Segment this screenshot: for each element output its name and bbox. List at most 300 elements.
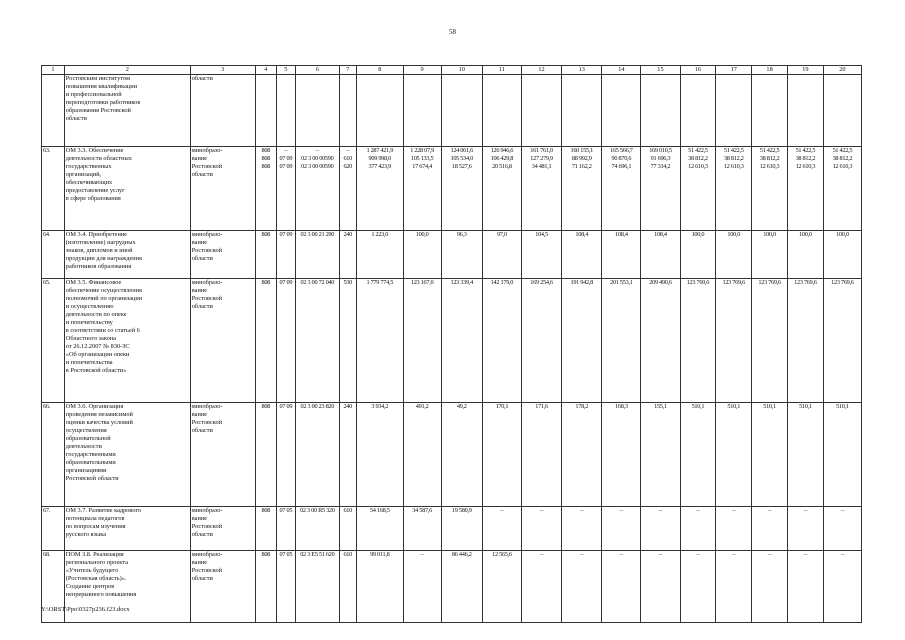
value-line: –	[732, 551, 736, 558]
value-line: 51 422,5	[832, 147, 853, 154]
budget-table	[41, 65, 862, 623]
value-line: 51 422,5	[759, 147, 780, 154]
value-line: 808	[261, 403, 271, 410]
value-line: 170,1	[495, 403, 509, 410]
value-cell	[521, 507, 561, 551]
value-line: 54 168,5	[369, 507, 390, 514]
value-cell	[255, 231, 276, 279]
value-line: 02 3 00 00590	[301, 155, 334, 162]
value-cell	[716, 551, 752, 623]
value-cell	[641, 231, 680, 279]
value-cell	[521, 551, 561, 623]
value-cell	[441, 231, 482, 279]
value-cell	[602, 231, 641, 279]
table-row	[42, 551, 862, 623]
value-line: 142 179,0	[490, 279, 514, 286]
value-cell	[562, 147, 602, 231]
value-line: 07 09	[279, 279, 293, 286]
value-line: –	[659, 507, 662, 514]
value-line: 3 934,2	[371, 403, 389, 410]
value-line: 105 133,5	[410, 155, 434, 162]
value-cell	[403, 147, 441, 231]
value-cell	[787, 75, 823, 147]
value-line: –	[420, 551, 424, 558]
value-cell	[752, 279, 788, 403]
value-cell	[562, 551, 602, 623]
value-cell	[276, 147, 296, 231]
column-number-cell: 19	[787, 66, 823, 75]
measure-name: ОМ 3.6. Организация проведения независимой оценки качества условий осуществления образовательной деятельности государственными образовательными организациями Ростовской области	[64, 403, 190, 507]
value-cell	[823, 231, 861, 279]
value-line: 123 769,6	[794, 279, 817, 286]
value-line: 104,5	[535, 231, 548, 238]
value-cell	[403, 75, 441, 147]
value-cell	[441, 147, 482, 231]
value-cell	[521, 279, 561, 403]
value-cell	[296, 75, 339, 147]
value-cell	[403, 551, 441, 623]
value-cell	[403, 231, 441, 279]
value-line: 07 09	[279, 155, 293, 162]
value-cell	[521, 231, 561, 279]
value-line: 17 674,4	[412, 163, 432, 170]
value-line: 123 769,6	[722, 279, 745, 286]
value-cell	[716, 403, 752, 507]
value-line: –	[580, 507, 584, 514]
value-cell	[521, 75, 561, 147]
value-line: 18 527,6	[451, 163, 472, 170]
value-cell	[255, 279, 276, 403]
value-cell	[339, 279, 356, 403]
value-cell	[482, 75, 521, 147]
column-number-cell: 14	[602, 66, 641, 75]
value-cell	[276, 403, 296, 507]
value-line	[257, 75, 275, 83]
value-cell	[641, 551, 680, 623]
value-line: 12 610,3	[688, 163, 708, 170]
value-cell	[787, 231, 823, 279]
value-cell	[787, 551, 823, 623]
value-cell	[276, 551, 296, 623]
value-line: 07 05	[279, 551, 293, 558]
value-line: 127 279,9	[530, 155, 553, 162]
column-number-row	[42, 66, 862, 75]
column-number-cell: 10	[441, 66, 482, 75]
table-row	[42, 279, 862, 403]
value-line	[825, 75, 860, 83]
value-line: 168,3	[615, 403, 628, 410]
value-line: 100,0	[799, 231, 812, 238]
value-line: 123 769,6	[686, 279, 710, 286]
value-cell	[521, 403, 561, 507]
value-cell	[752, 551, 788, 623]
value-line: –	[696, 551, 700, 558]
executor: области	[190, 75, 255, 147]
value-cell	[602, 75, 641, 147]
value-line: 161 761,0	[530, 147, 553, 154]
table-row	[42, 231, 862, 279]
value-line: 07 09	[279, 231, 293, 238]
value-cell	[823, 147, 861, 231]
value-line: 155,1	[654, 403, 667, 410]
value-cell	[752, 507, 788, 551]
column-number-cell: 2	[64, 66, 190, 75]
value-cell	[787, 507, 823, 551]
value-line: 51 422,5	[688, 147, 708, 154]
value-cell	[482, 231, 521, 279]
value-cell	[823, 75, 861, 147]
value-line: –	[803, 507, 807, 514]
value-cell	[787, 403, 823, 507]
value-line: 108,4	[615, 231, 628, 238]
value-cell	[641, 507, 680, 551]
value-cell	[356, 507, 403, 551]
value-line: 77 314,2	[650, 163, 671, 170]
value-cell	[562, 279, 602, 403]
value-cell	[403, 279, 441, 403]
executor: минобразо- вание Ростовской области	[190, 231, 255, 279]
executor: минобразо- вание Ростовской области	[190, 507, 255, 551]
value-cell	[296, 551, 339, 623]
value-line: 169 010,5	[649, 147, 672, 154]
value-line	[682, 75, 715, 83]
value-cell	[787, 279, 823, 403]
value-line: –	[315, 147, 319, 154]
value-cell	[356, 403, 403, 507]
value-cell	[276, 507, 296, 551]
value-cell	[296, 403, 339, 507]
value-line: –	[500, 507, 504, 514]
value-cell	[602, 403, 641, 507]
value-cell	[482, 507, 521, 551]
value-cell	[441, 279, 482, 403]
value-cell	[602, 551, 641, 623]
value-line: –	[840, 551, 844, 558]
value-line: 02 3 00 72 040	[300, 279, 335, 286]
value-cell	[276, 231, 296, 279]
value-cell	[716, 75, 752, 147]
value-line: 620	[343, 163, 352, 170]
value-line: 51 422,5	[723, 147, 744, 154]
value-cell	[356, 147, 403, 231]
value-line: 808	[261, 231, 271, 238]
column-number-cell: 18	[752, 66, 788, 75]
row-number: 66.	[42, 403, 65, 507]
value-cell	[482, 279, 521, 403]
value-cell	[752, 231, 788, 279]
value-cell	[296, 231, 339, 279]
column-number-cell: 16	[680, 66, 716, 75]
value-cell	[339, 75, 356, 147]
value-cell	[602, 507, 641, 551]
value-line: 123 339,4	[450, 279, 473, 286]
value-cell	[276, 75, 296, 147]
value-cell	[403, 403, 441, 507]
value-cell	[356, 279, 403, 403]
value-line: 100,0	[763, 231, 776, 238]
value-line: 12 610,3	[723, 163, 744, 170]
value-line: 610	[343, 551, 352, 558]
value-line	[753, 75, 786, 83]
value-cell	[641, 147, 680, 231]
value-cell	[403, 507, 441, 551]
value-cell	[716, 231, 752, 279]
row-number: 67.	[42, 507, 65, 551]
value-line: 49,2	[456, 403, 467, 410]
column-number-cell: 5	[276, 66, 296, 75]
value-line: 02 3 00 21 290	[300, 231, 335, 238]
value-line: 71 162,2	[571, 163, 592, 170]
value-cell	[255, 507, 276, 551]
value-cell	[602, 147, 641, 231]
value-line: 19 580,9	[451, 507, 472, 514]
value-cell	[680, 403, 716, 507]
value-line: 610	[343, 155, 352, 162]
measure-name: Ростовским институтом повышения квалификации и профессиональной переподготовки работников образования Ростовской области	[64, 75, 190, 147]
value-cell	[482, 147, 521, 231]
value-cell	[562, 231, 602, 279]
value-cell	[356, 75, 403, 147]
value-cell	[339, 403, 356, 507]
value-line: 123 769,6	[831, 279, 854, 286]
value-cell	[716, 279, 752, 403]
value-line: 240	[343, 231, 352, 238]
measure-name: ОМ 3.5. Финансовое обеспечение осуществления полномочий по организации и осуществлению деятельности по опеке и попечительству в соответствии со статьей 6 Областного закона от 26.12.2007 № 830-ЗС «Об организации опеки и попечительства в Ростовской области»	[64, 279, 190, 403]
value-line: 126 946,6	[490, 147, 514, 154]
value-line: –	[540, 507, 543, 514]
table-row	[42, 147, 862, 231]
value-line: 201 553,1	[610, 279, 633, 286]
value-line: 108,4	[654, 231, 667, 238]
value-cell	[680, 279, 716, 403]
value-cell	[641, 279, 680, 403]
value-line: 808	[261, 147, 271, 154]
measure-name: ОМ 3.3. Обеспечение деятельности областных государственных организаций, обеспечивающих предоставление услуг в сфере образования	[64, 147, 190, 231]
value-line: 178,2	[575, 403, 589, 410]
column-number-cell: 13	[562, 66, 602, 75]
measure-name: ПОМ 3.8. Реализация регионального проекта «Учитель будущего (Ростовская область)». Создание центров непрерывного повышения	[64, 551, 190, 623]
table-row	[42, 507, 862, 551]
value-line: 123 769,6	[758, 279, 781, 286]
value-line	[642, 75, 678, 83]
value-line	[563, 75, 600, 83]
value-line: 191 942,8	[570, 279, 593, 286]
value-cell	[602, 279, 641, 403]
value-cell	[296, 279, 339, 403]
column-number-cell: 4	[255, 66, 276, 75]
value-line: 169 254,6	[530, 279, 553, 286]
value-line: 106 429,8	[490, 155, 514, 162]
value-line: –	[768, 507, 771, 514]
value-line: 86 446,2	[451, 551, 472, 558]
value-cell	[641, 403, 680, 507]
column-number-cell: 1	[42, 66, 65, 75]
column-number-cell: 17	[716, 66, 752, 75]
measure-name: ОМ 3.4. Приобретение (изготовление) нагрудных знаков, дипломов и иной продукции для награждения работников образования	[64, 231, 190, 279]
value-line: –	[768, 551, 771, 558]
value-line: 808	[261, 507, 271, 514]
value-line: 105 534,0	[450, 155, 473, 162]
column-number-cell: 3	[190, 66, 255, 75]
value-line	[341, 75, 355, 83]
value-cell	[716, 507, 752, 551]
value-line: –	[659, 551, 662, 558]
value-cell	[441, 403, 482, 507]
value-line: 510,1	[836, 403, 849, 410]
value-line: 07 05	[279, 507, 293, 514]
value-line: 209 490,6	[649, 279, 672, 286]
row-number: 64.	[42, 231, 65, 279]
value-cell	[752, 75, 788, 147]
page-number: 58	[449, 28, 456, 36]
value-line: –	[619, 507, 623, 514]
executor: минобразо- вание Ростовской области	[190, 551, 255, 623]
value-line: 100,0	[691, 231, 705, 238]
value-line: 02 3 E5 51 620	[300, 551, 335, 558]
column-number-cell: 8	[356, 66, 403, 75]
executor: минобразо- вание Ростовской области	[190, 147, 255, 231]
value-line: 124 061,6	[450, 147, 473, 154]
column-number-cell: 7	[339, 66, 356, 75]
value-line: 491,2	[415, 403, 429, 410]
value-cell	[339, 231, 356, 279]
value-cell	[276, 279, 296, 403]
value-line: 100,0	[727, 231, 741, 238]
value-line: 02 3 00 23 820	[300, 403, 335, 410]
value-cell	[641, 75, 680, 147]
measure-name: ОМ 3.7. Развитие кадрового потенциала педагогов по вопросам изучения русского языка	[64, 507, 190, 551]
value-line: 07 09	[279, 403, 293, 410]
value-line	[405, 75, 440, 83]
value-line: 123 167,0	[410, 279, 434, 286]
value-cell	[823, 279, 861, 403]
value-line	[789, 75, 822, 83]
value-cell	[823, 507, 861, 551]
value-line: 12 610,3	[832, 163, 853, 170]
value-line: –	[696, 507, 700, 514]
value-cell	[296, 147, 339, 231]
row-number: 68.	[42, 551, 65, 623]
value-line: 1 223,0	[371, 231, 389, 238]
value-line: 909 998,0	[368, 155, 392, 162]
value-cell	[255, 551, 276, 623]
value-line: 165 566,7	[610, 147, 633, 154]
value-line: 74 696,1	[611, 163, 632, 170]
value-line	[297, 75, 337, 83]
value-line: 808	[261, 155, 271, 162]
value-line: 1 287 421,9	[366, 147, 394, 154]
value-line	[443, 75, 481, 83]
value-cell	[255, 75, 276, 147]
value-line	[603, 75, 639, 83]
value-cell	[255, 147, 276, 231]
value-cell	[680, 147, 716, 231]
value-line: 808	[261, 279, 271, 286]
footer-file-path: Y:\ORST\Ppo\0327p236.f23.docx	[41, 606, 130, 613]
value-line: 12 610,3	[795, 163, 816, 170]
executor: минобразо- вание Ростовской области	[190, 403, 255, 507]
value-line: 91 696,3	[650, 155, 671, 162]
value-cell	[482, 403, 521, 507]
value-line	[523, 75, 560, 83]
value-line: –	[284, 147, 288, 154]
value-cell	[680, 507, 716, 551]
column-number-cell: 9	[403, 66, 441, 75]
column-number-cell: 12	[521, 66, 561, 75]
value-line: –	[840, 507, 844, 514]
value-line: 38 812,2	[832, 155, 853, 162]
value-line: 02 3 00 R5 320	[300, 507, 335, 514]
value-line: 240	[343, 403, 352, 410]
value-line: 610	[343, 507, 352, 514]
value-line: 12 565,6	[492, 551, 512, 558]
value-cell	[441, 75, 482, 147]
value-cell	[339, 147, 356, 231]
value-line: 38 812,2	[688, 155, 708, 162]
value-line: 51 422,5	[795, 147, 816, 154]
value-line: 510,1	[727, 403, 741, 410]
value-line: 171,6	[535, 403, 548, 410]
value-cell	[823, 551, 861, 623]
value-cell	[716, 147, 752, 231]
value-line: 1 228 07,9	[410, 147, 434, 154]
value-line: –	[803, 551, 807, 558]
value-line: 02 3 00 00590	[301, 163, 334, 170]
value-line: 38 812,2	[759, 155, 780, 162]
value-line: 160 155,1	[570, 147, 593, 154]
value-line: 88 992,9	[571, 155, 592, 162]
value-line	[484, 75, 520, 83]
value-line	[717, 75, 750, 83]
value-line: 34 481,1	[531, 163, 552, 170]
table-row	[42, 403, 862, 507]
value-line: –	[732, 507, 736, 514]
value-line: 510,1	[691, 403, 705, 410]
value-line: 808	[261, 551, 271, 558]
value-cell	[441, 507, 482, 551]
value-cell	[482, 551, 521, 623]
column-number-cell: 11	[482, 66, 521, 75]
value-cell	[339, 507, 356, 551]
value-line: 07 09	[279, 163, 293, 170]
value-line: 108,4	[575, 231, 589, 238]
value-cell	[339, 551, 356, 623]
row-number: 63.	[42, 147, 65, 231]
value-line: –	[346, 147, 350, 154]
executor: минобразо- вание Ростовской области	[190, 279, 255, 403]
value-line: 34 587,6	[412, 507, 432, 514]
value-cell	[296, 507, 339, 551]
value-line: 1 779 774,5	[366, 279, 394, 286]
value-cell	[562, 507, 602, 551]
value-cell	[255, 403, 276, 507]
value-cell	[562, 403, 602, 507]
value-line	[358, 75, 402, 83]
value-line: 530	[343, 279, 352, 286]
value-cell	[752, 147, 788, 231]
value-cell	[680, 75, 716, 147]
value-cell	[680, 551, 716, 623]
value-line: 12 610,3	[759, 163, 780, 170]
value-line: 100,0	[415, 231, 429, 238]
value-line: 510,1	[799, 403, 812, 410]
value-line: 38 812,2	[795, 155, 816, 162]
value-cell	[356, 551, 403, 623]
value-cell	[441, 551, 482, 623]
value-line: 100,0	[836, 231, 849, 238]
value-cell	[823, 403, 861, 507]
value-line: 510,1	[763, 403, 776, 410]
